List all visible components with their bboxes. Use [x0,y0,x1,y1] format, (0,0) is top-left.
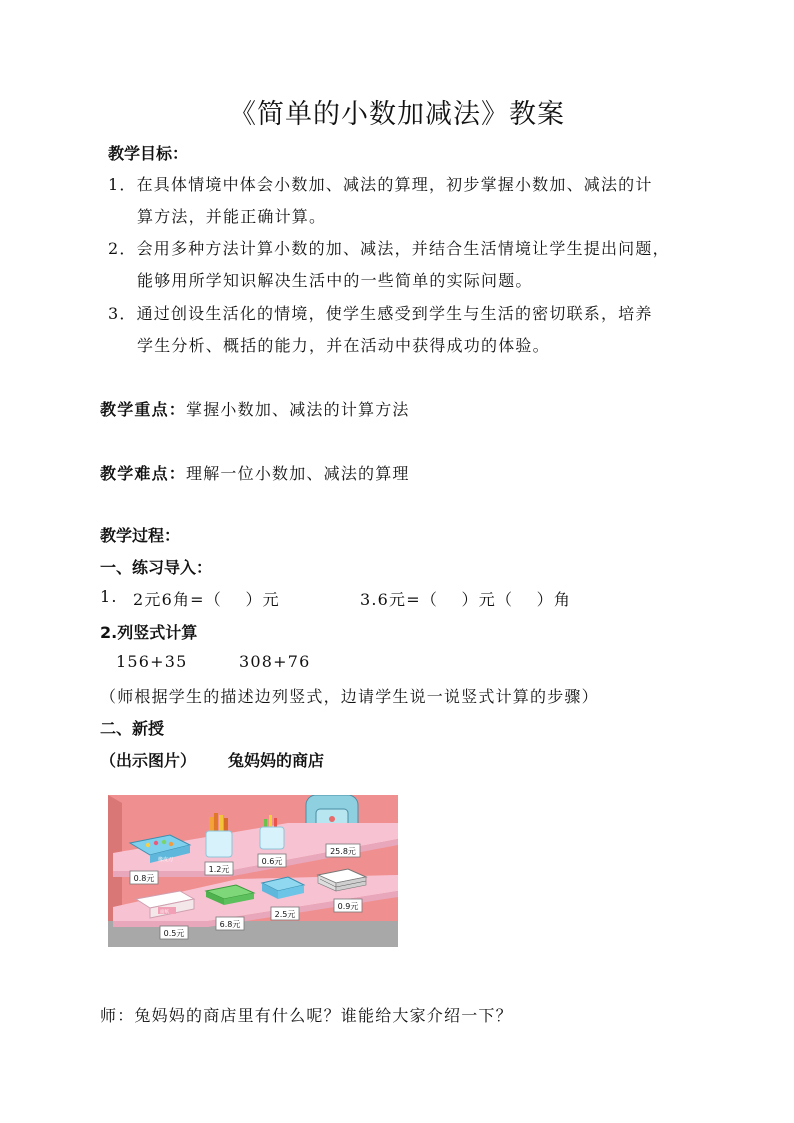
price-tag-pencil-cup [205,862,233,875]
question-1a: 2元6角=（ ）元 [133,590,280,609]
teacher-line: 师：兔妈妈的商店里有什么呢？谁能给大家介绍一下？ [100,1006,513,1025]
svg-text:1.2元: 1.2元 [208,865,230,874]
difficulty-text: 理解一位小数加、减法的算理 [186,464,410,483]
question-2b: 308+76 [239,652,311,671]
objective-1-line-2: 算方法，并能正确计算。 [137,207,327,226]
question-1-number: 1. [100,587,118,606]
key-point-text: 掌握小数加、减法的计算方法 [186,400,410,419]
document-title: 《简单的小数加减法》教案 [229,99,565,130]
objective-1-line-1: 1．在具体情境中体会小数加、减法的算理，初步掌握小数加、减法的计 [108,175,653,194]
question-2-heading: 2.列竖式计算 [100,623,198,642]
difficulty-label: 教学难点： [100,464,187,483]
question-1b: 3.6元=（ ）元（ ）角 [360,590,572,609]
svg-text:6.8元: 6.8元 [219,920,241,929]
price-tag-blue-book [271,907,299,920]
price-tag-eraser [130,871,158,884]
objective-2-line-2: 能够用所学知识解决生活中的一些简单的实际问题。 [137,271,533,290]
question-2a: 156+35 [116,652,188,671]
key-point-label: 教学重点： [100,400,187,419]
question-2-note: （师根据学生的描述边列竖式，边请学生说一说竖式计算的步骤） [100,687,599,706]
shop-title: 兔妈妈的商店 [228,751,325,770]
key-point [100,397,410,420]
objectives-heading: 教学目标： [108,144,189,163]
price-tag-book-stack [334,899,362,912]
objective-3-line-1: 3．通过创设生活化的情境，使学生感受到学生与生活的密切联系，培养 [108,304,653,323]
process-heading: 教学过程： [100,526,181,545]
price-tag-bag [326,844,360,857]
price-tag-tissue [160,926,188,939]
svg-text:25.8元: 25.8元 [330,847,356,856]
svg-text:0.6元: 0.6元 [261,857,283,866]
objective-3-line-2: 学生分析、概括的能力，并在活动中获得成功的体验。 [137,336,550,355]
show-picture-label: （出示图片） [100,751,197,770]
svg-text:2.5元: 2.5元 [274,910,296,919]
section-2-heading: 二、新授 [100,719,165,738]
objective-2-line-1: 2．会用多种方法计算小数的加、减法，并结合生活情境让学生提出问题， [108,239,670,258]
svg-text:0.8元: 0.8元 [133,874,155,883]
svg-text:0.5元: 0.5元 [163,929,185,938]
eraser-box-label: 橡皮刀 [158,857,174,863]
section-1-heading: 一、练习导入： [100,558,213,577]
shop-shelf-illustration [108,795,398,947]
price-tag-green-notebooks [216,917,244,930]
difficulty [100,461,410,484]
price-tag-pen-cup [258,854,286,867]
tissue-box-label: 面纸 [160,910,169,915]
svg-text:0.9元: 0.9元 [337,902,359,911]
